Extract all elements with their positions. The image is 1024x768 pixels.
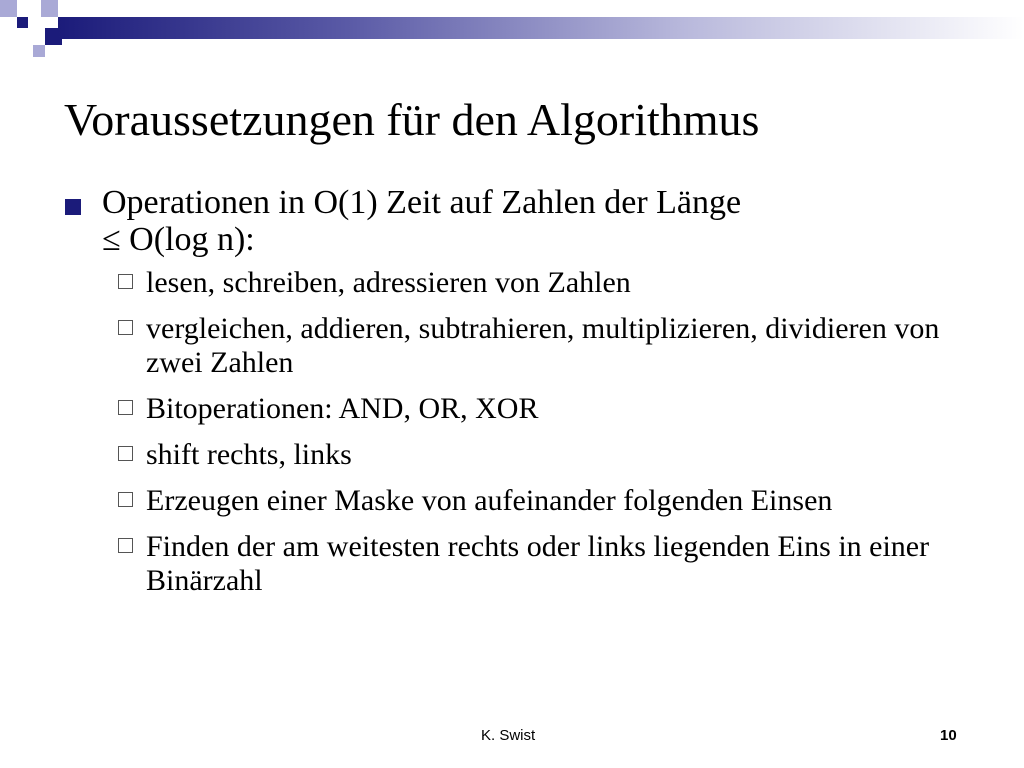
main-bullet-line2: ≤ O(log n): [102, 221, 255, 258]
square-bullet-icon [65, 199, 81, 215]
sub-bullet-item [62, 312, 962, 380]
sub-bullet-text: Finden der am weitesten rechts oder links liegenden Eins in einer Binärzahl [146, 530, 930, 597]
slide-content [62, 184, 962, 610]
sub-bullet-item [62, 266, 962, 300]
sub-bullet-text: lesen, schreiben, adressieren von Zahlen [146, 266, 631, 299]
sub-bullet-text: vergleichen, addieren, subtrahieren, multiplizieren, dividieren von zwei Zahlen [146, 312, 940, 379]
slide-title: Voraussetzungen für den Algorithmus [64, 94, 760, 145]
hollow-square-bullet-icon [118, 538, 133, 553]
sub-bullet-list [62, 266, 962, 598]
sub-bullet-item [62, 392, 962, 426]
sub-bullet-item [62, 484, 962, 518]
header-gradient-band [58, 17, 1024, 39]
sub-bullet-text: Erzeugen einer Maske von aufeinander folgenden Einsen [146, 484, 833, 517]
sub-bullet-item [62, 438, 962, 472]
hollow-square-bullet-icon [118, 320, 133, 335]
decor-square-light [33, 45, 45, 57]
sub-bullet-item [62, 530, 962, 598]
decor-square-dark [17, 17, 28, 28]
hollow-square-bullet-icon [118, 274, 133, 289]
decor-square-light [41, 0, 58, 17]
header-decoration [0, 0, 1024, 64]
decor-square-light [0, 0, 17, 17]
hollow-square-bullet-icon [118, 400, 133, 415]
sub-bullet-text: shift rechts, links [146, 438, 352, 471]
main-bullet-line1: Operationen in O(1) Zeit auf Zahlen der Länge [102, 184, 742, 221]
page-number: 10 [940, 727, 957, 744]
footer-author: K. Swist [481, 727, 536, 744]
sub-bullet-text: Bitoperationen: AND, OR, XOR [146, 392, 539, 425]
hollow-square-bullet-icon [118, 446, 133, 461]
hollow-square-bullet-icon [118, 492, 133, 507]
main-bullet [62, 184, 962, 258]
